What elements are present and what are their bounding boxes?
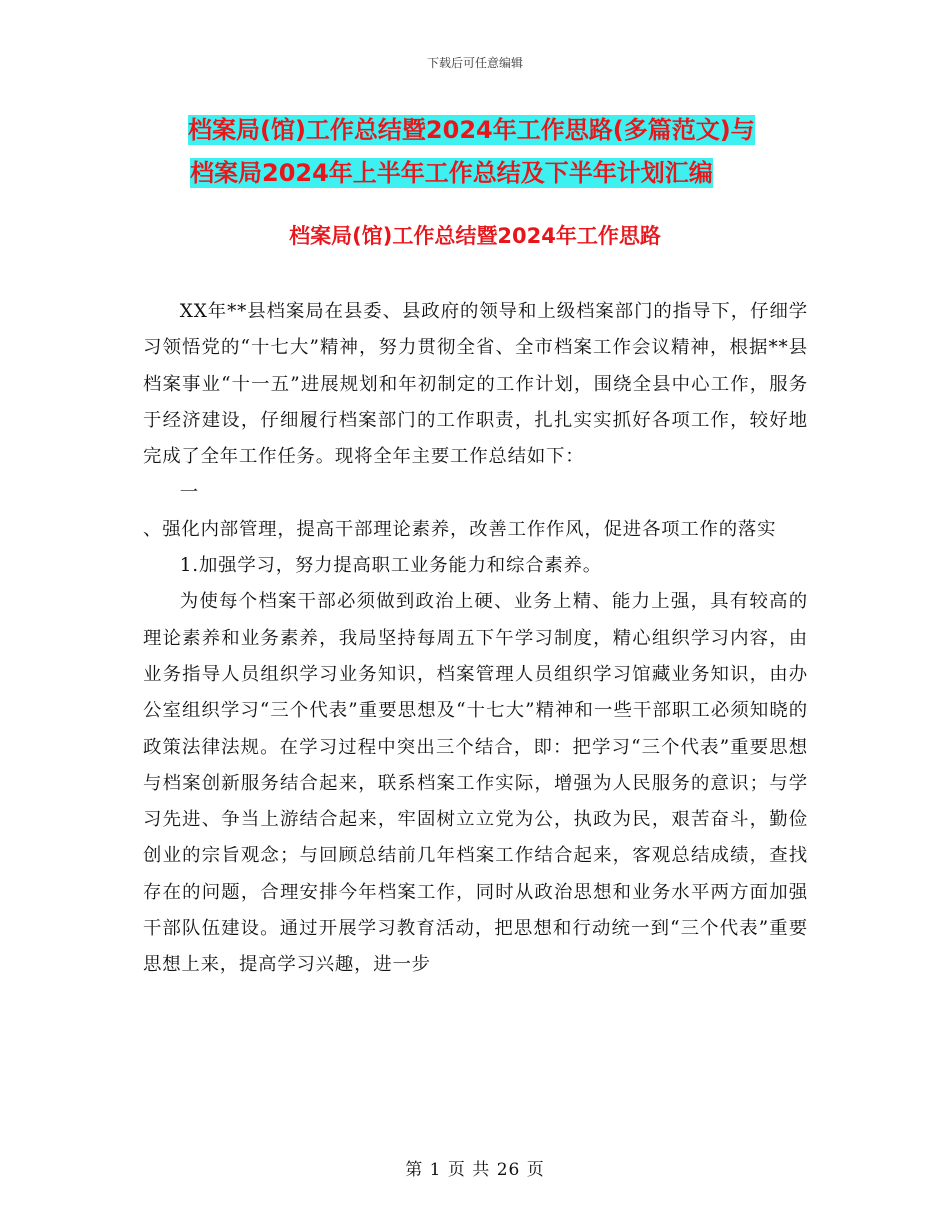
title-highlight-1: 档案局(馆)工作总结暨2024年工作思路(多篇范文)与 [188, 116, 755, 144]
paragraph-intro: XX年**县档案局在县委、县政府的领导和上级档案部门的指导下，仔细学习领悟党的“十七大”精神，努力贯彻全省、全市档案工作会议精神，根据**县档案事业“十一五”进展规划和年初制定的工作计划，围绕全县中心工作，服务于经济建设，仔细履行档案部门的工作职责，扎扎实实抓好各项工作，较好地完成了全年工作任务。现将全年主要工作总结如下： [143, 301, 808, 468]
subheading-1: 1.加强学习，努力提高职工业务能力和综合素养。 [179, 555, 602, 577]
document-title-line-1 [188, 114, 755, 146]
title-highlight-2: 档案局2024年上半年工作总结及下半年计划汇编 [190, 159, 713, 187]
page-number: 第 1 页 共 26 页 [405, 1160, 545, 1180]
section-title: 档案局(馆)工作总结暨2024年工作思路 [289, 224, 661, 248]
heading-number: 一 [179, 482, 199, 504]
document-title-line-2 [190, 157, 713, 189]
paragraph-study: 为使每个档案干部必须做到政治上硬、业务上精、能力上强，具有较高的理论素养和业务素养，我局坚持每周五下午学习制度，精心组织学习内容，由业务指导人员组织学习业务知识，档案管理人员组织学习馆藏业务知识，由办公室组织学习“三个代表”重要思想及“十七大”精神和一些干部职工必须知晓的政策法律法规。在学习过程中突出三个结合，即：把学习“三个代表”重要思想与档案创新服务结合起来，联系档案工作实际，增强为人民服务的意识；与学习先进、争当上游结合起来，牢固树立立党为公，执政为民，艰苦奋斗，勤俭创业的宗旨观念；与回顾总结前几年档案工作结合起来，客观总结成绩，查找存在的问题，合理安排今年档案工作，同时从政治思想和业务水平两方面加强干部队伍建设。通过开展学习教育活动，把思想和行动统一到“三个代表”重要思想上来，提高学习兴趣，进一步 [143, 591, 808, 976]
heading-section-one: 、强化内部管理，提高干部理论素养，改善工作作风，促进各项工作的落实 [143, 518, 777, 540]
document-body [143, 294, 808, 984]
header-note: 下载后可任意编辑 [426, 56, 523, 70]
